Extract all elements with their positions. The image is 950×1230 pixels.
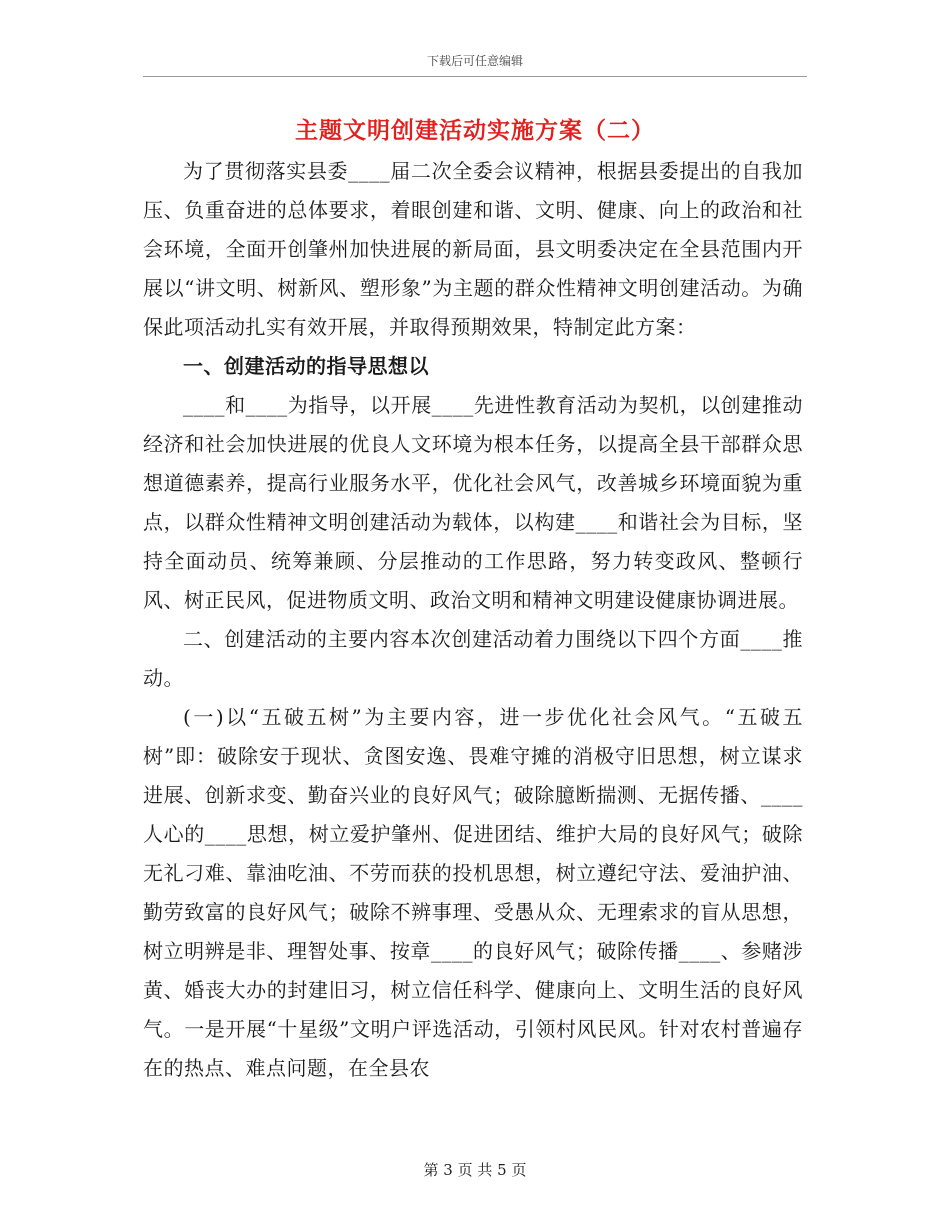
section-heading-guiding-ideology: 一、创建活动的指导思想以 [183, 354, 429, 378]
document-body [143, 152, 803, 1088]
main-content-paragraph: 二、创建活动的主要内容本次创建活动着力围绕以下四个方面____推动。 [143, 627, 803, 690]
intro-paragraph: 为了贯彻落实县委____届二次全委会议精神，根据县委提出的自我加压、负重奋进的总体要求，着眼创建和谐、文明、健康、向上的政治和社会环境，全面开创肇州加快进展的新局面，县文明委决定在全县范围内开展以“讲文明、树新风、塑形象”为主题的群众性精神文明创建活动。为确保此项活动扎实有效开展，并取得预期效果，特制定此方案： [143, 159, 803, 339]
guiding-ideology-paragraph: ____和____为指导，以开展____先进性教育活动为契机，以创建推动经济和社会加快进展的优良人文环境为根本任务，以提高全县干部群众思想道德素养，提高行业服务水平，优化社会风气，改善城乡环境面貌为重点，以群众性精神文明创建活动为载体，以构建____和谐社会为目标，坚持全面动员、统筹兼顾、分层推动的工作思路，努力转变政风、整顿行风、树正民风，促进物质文明、政治文明和精神文明建设健康协调进展。 [143, 393, 803, 612]
page-number: 第 3 页 共 5 页 [423, 1161, 527, 1179]
document-title: 主题文明创建活动实施方案（二） [295, 117, 655, 144]
header-divider [143, 76, 807, 77]
header-note: 下载后可任意编辑 [426, 54, 523, 68]
five-break-five-build-paragraph: (一)以“五破五树”为主要内容，进一步优化社会风气。“五破五树”即：破除安于现状、贪图安逸、畏难守摊的消极守旧思想，树立谋求进展、创新求变、勤奋兴业的良好风气；破除臆断揣测、无据传播、____人心的____思想，树立爱护肇州、促进团结、维护大局的良好风气；破除无礼刁难、靠油吃油、不劳而获的投机思想，树立遵纪守法、爱油护油、勤劳致富的良好风气；破除不辨事理、受愚从众、无理索求的盲从思想，树立明辨是非、理智处事、按章____的良好风气；破除传播____、参赌涉黄、婚丧大办的封建旧习，树立信任科学、健康向上、文明生活的良好风气。一是开展“十星级”文明户评选活动，引领村风民风。针对农村普遍存在的热点、难点问题，在全县农 [143, 705, 803, 1080]
